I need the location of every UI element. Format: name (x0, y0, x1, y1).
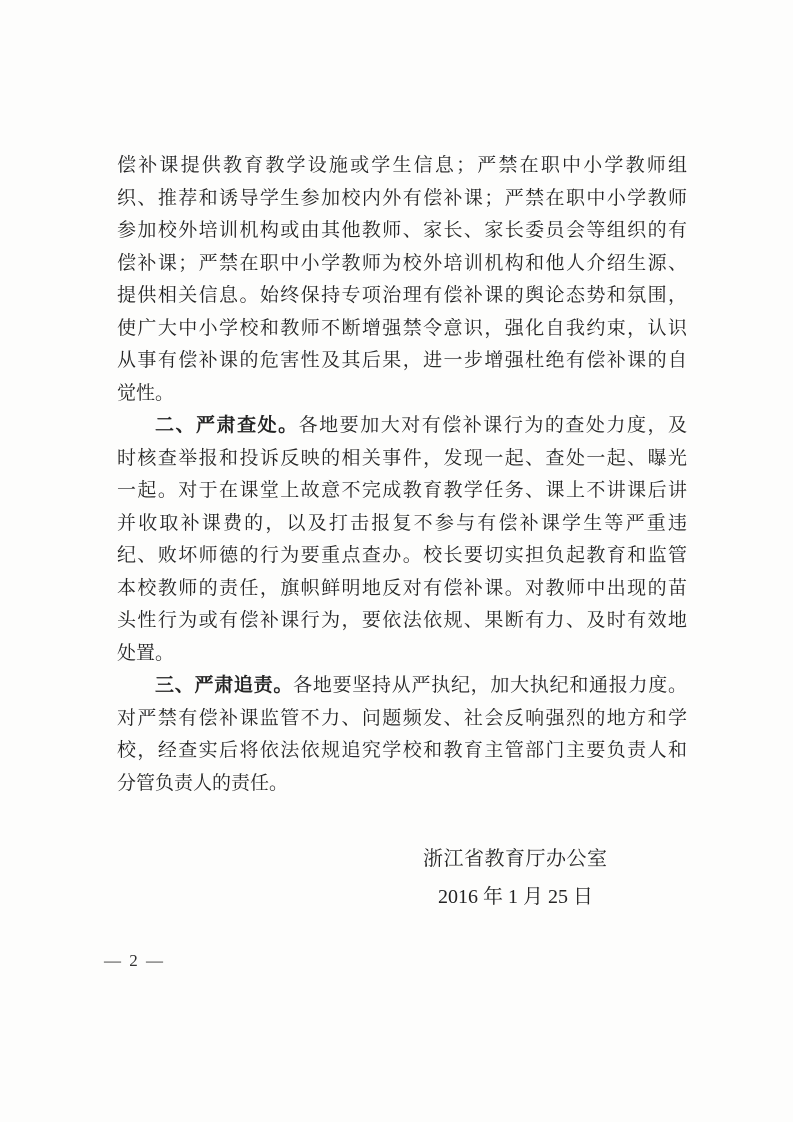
paragraph (117, 670, 687, 800)
text-line: 纪、败坏师德的行为要重点查办。校长要切实担负起教育和监管 (117, 545, 687, 566)
text-line: 二、严肃查处。各地要加大对有偿补课行为的查处力度，及 (155, 415, 687, 436)
text-line: 时核查举报和投诉反映的相关事件，发现一起、查处一起、曝光 (117, 447, 687, 469)
page-number: — 2 — (104, 951, 165, 970)
signature-org: 浙江省教育厅办公室 (423, 848, 608, 870)
text-line: 三、严肃追责。各地要坚持从严执纪，加大执纪和通报力度。 (155, 675, 687, 696)
text-line: 头性行为或有偿补课行为，要依法依规、果断有力、及时有效地 (117, 610, 687, 631)
text-line: 并收取补课费的，以及打击报复不参与有偿补课学生等严重违 (117, 512, 687, 534)
text-line: 对严禁有偿补课监管不力、问题频发、社会反响强烈的地方和学 (117, 707, 687, 729)
text-line: 参加校外培训机构或由其他教师、家长、家长委员会等组织的有 (117, 220, 687, 241)
text-line: 觉性。 (117, 382, 175, 404)
text-line: 一起。对于在课堂上故意不完成教育教学任务、课上不讲课后讲 (117, 480, 687, 501)
signature-date: 2016 年 1 月 25 日 (438, 886, 593, 908)
paragraph (117, 150, 687, 410)
text-line: 处置。 (117, 642, 175, 664)
text-line: 织、推荐和诱导学生参加校内外有偿补课；严禁在职中小学教师 (117, 187, 687, 209)
text-line: 偿补课；严禁在职中小学教师为校外培训机构和他人介绍生源、 (117, 252, 687, 274)
paragraph-lead: 二、严肃查处。 (155, 415, 299, 436)
text-line: 从事有偿补课的危害性及其后果，进一步增强杜绝有偿补课的自 (117, 350, 687, 371)
text-line: 校，经查实后将依法依规追究学校和教育主管部门主要负责人和 (117, 740, 687, 761)
text-line: 本校教师的责任，旗帜鲜明地反对有偿补课。对教师中出现的苗 (117, 577, 687, 599)
text-line: 分管负责人的责任。 (117, 772, 289, 794)
text-line: 使广大中小学校和教师不断增强禁令意识，强化自我约束，认识 (117, 317, 687, 339)
paragraph (117, 410, 687, 670)
body-text (117, 150, 687, 800)
paragraph-lead: 三、严肃追责。 (155, 675, 294, 696)
text-line: 提供相关信息。始终保持专项治理有偿补课的舆论态势和氛围， (117, 285, 687, 306)
text-line: 偿补课提供教育教学设施或学生信息；严禁在职中小学教师组 (117, 155, 687, 176)
